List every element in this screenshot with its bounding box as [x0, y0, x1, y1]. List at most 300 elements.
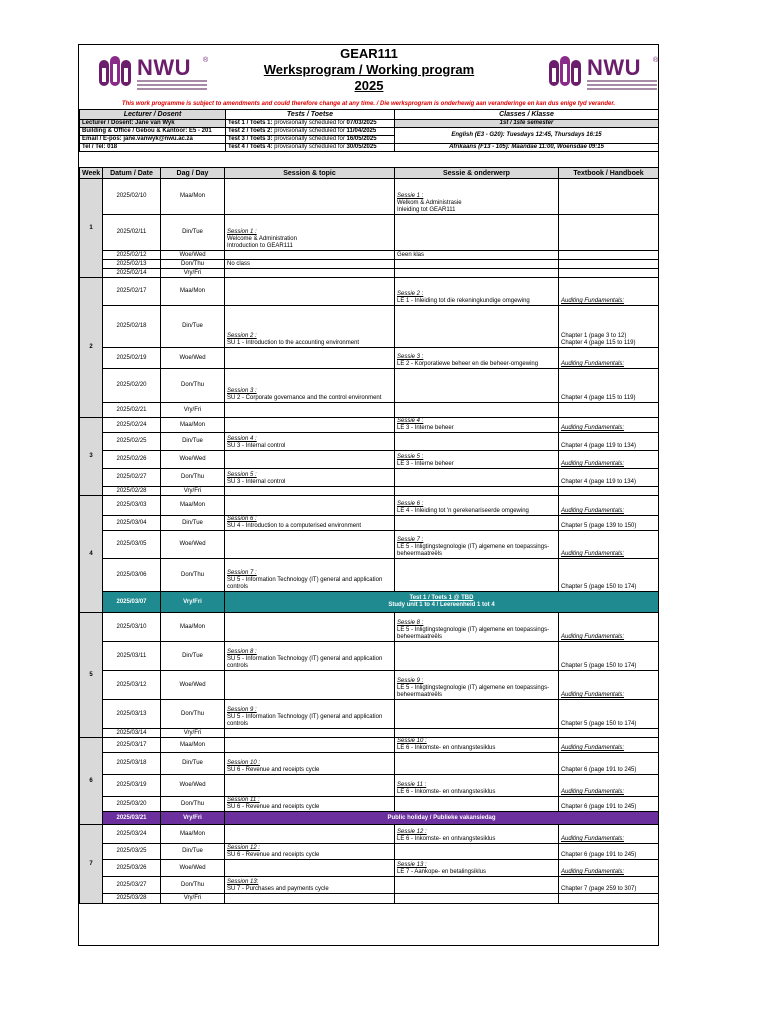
- textbook-cell: [559, 469, 659, 487]
- schedule-row: [80, 592, 659, 613]
- session-topic-cell: [225, 469, 395, 487]
- day-cell: Woe/Wed: [161, 671, 225, 700]
- day-cell: Vry/Fri: [161, 269, 225, 278]
- cell-line: Session 2 :: [227, 333, 257, 339]
- day-cell: Maa/Mon: [161, 179, 225, 215]
- cell-line: Session 12 :: [227, 845, 261, 851]
- schedule-row: [80, 844, 659, 860]
- session-topic-cell: [225, 403, 395, 418]
- session-topic-cell: [225, 613, 395, 642]
- day-cell: Din/Tue: [161, 516, 225, 531]
- session-topic-cell: [225, 559, 395, 592]
- schedule-row: [80, 738, 659, 753]
- date-cell: 2025/03/21: [103, 812, 161, 825]
- cell-line: Chapter 5 (page 139 to 150): [561, 523, 637, 529]
- schedule-row: [80, 306, 659, 348]
- nwu-emblem-icon: [547, 54, 583, 90]
- logo-registered-mark: ®: [653, 57, 659, 64]
- schedule-row: [80, 487, 659, 496]
- schedule-row: [80, 215, 659, 251]
- amendment-notice: This work programme is subject to amendments and could therefore change at any time. / Die werksprogram is onderhewig aan veranderinge en kan dus enige tyd verander.: [121, 101, 616, 107]
- schedule-row: [80, 260, 659, 269]
- cell-line: LE 5 - Inligtingstegnologie (IT) algemene en toepassings-beheermaatreëls: [397, 627, 550, 640]
- col-textbook: Textbook / Handboek: [559, 168, 659, 179]
- session-topic-cell: [225, 348, 395, 369]
- date-cell: 2025/02/14: [103, 269, 161, 278]
- date-cell: 2025/02/17: [103, 278, 161, 306]
- date-cell: 2025/03/10: [103, 613, 161, 642]
- week-number: 5: [80, 613, 103, 738]
- cell-line: Introduction to GEAR111: [227, 243, 293, 249]
- textbook-cell: [559, 348, 659, 369]
- cell-line: No class: [227, 261, 251, 267]
- cell-line: SU 4 - Introduction to a computerised environment: [227, 523, 362, 529]
- session-topic-cell: [225, 487, 395, 496]
- sessie-onderwerp-cell: [395, 860, 559, 877]
- schedule-row: [80, 877, 659, 894]
- sessie-onderwerp-cell: [395, 642, 559, 671]
- test-1: Test 1 / Toets 1: provisionally scheduled for 07/03/2025: [226, 120, 395, 128]
- sessie-onderwerp-cell: [395, 671, 559, 700]
- email: Email / E-pos: jane.vanwyk@nwu.ac.za: [80, 136, 226, 144]
- sessie-onderwerp-cell: [395, 516, 559, 531]
- cell-line: SU 3 - Internal control: [227, 479, 286, 485]
- textbook-cell: [559, 613, 659, 642]
- header: [79, 45, 658, 99]
- logo-subtitle-lines: [137, 80, 207, 92]
- cell-line: Sessie 13 :: [397, 862, 427, 868]
- cell-line: LE 6 - Inkomste- en ontvangstesiklus: [397, 745, 496, 751]
- cell-line: Sessie 6 :: [397, 501, 424, 507]
- day-cell: Maa/Mon: [161, 825, 225, 844]
- lecturer-header: Lecturer / Dosent: [80, 110, 226, 120]
- cell-line: Sessie 12 :: [397, 829, 427, 835]
- session-topic-cell: [225, 894, 395, 904]
- cell-line: Chapter 4 (page 115 to 119): [561, 395, 636, 401]
- sessie-onderwerp-cell: [395, 269, 559, 278]
- cell-line: LE 6 - Inkomste- en ontvangstesiklus: [397, 836, 496, 842]
- session-topic-cell: [225, 797, 395, 812]
- schedule-row: [80, 348, 659, 369]
- day-cell: Din/Tue: [161, 433, 225, 451]
- sessie-onderwerp-cell: [395, 700, 559, 729]
- col-day: Dag / Day: [161, 168, 225, 179]
- cell-line: SU 5 - Information Technology (IT) general and application controls: [227, 714, 383, 727]
- cell-line: Session 6 :: [227, 516, 257, 522]
- cell-line: LE 5 - Inligtingstegnologie (IT) algemene en toepassings-beheermaatreëls: [397, 685, 550, 698]
- logo-subtitle-lines: [587, 80, 657, 92]
- schedule-row: [80, 613, 659, 642]
- date-cell: 2025/03/03: [103, 496, 161, 516]
- date-cell: 2025/03/14: [103, 729, 161, 738]
- nwu-emblem-icon: [97, 54, 133, 90]
- day-cell: Maa/Mon: [161, 613, 225, 642]
- textbook-cell: [559, 516, 659, 531]
- session-topic-cell: [225, 860, 395, 877]
- schedule-row: [80, 729, 659, 738]
- session-topic-cell: [225, 260, 395, 269]
- date-cell: 2025/03/04: [103, 516, 161, 531]
- day-cell: Vry/Fri: [161, 729, 225, 738]
- cell-line: SU 6 - Revenue and receipts cycle: [227, 804, 320, 810]
- day-cell: Don/Thu: [161, 797, 225, 812]
- session-topic-cell: [225, 844, 395, 860]
- sessie-onderwerp-cell: [395, 825, 559, 844]
- date-cell: 2025/02/25: [103, 433, 161, 451]
- date-cell: 2025/03/11: [103, 642, 161, 671]
- day-cell: Din/Tue: [161, 844, 225, 860]
- schedule-row: [80, 671, 659, 700]
- sessie-onderwerp-cell: [395, 844, 559, 860]
- cell-line: LE 1 - Inleiding tot die rekeningkundige omgewing: [397, 298, 530, 304]
- nwu-logo-right: [547, 54, 665, 94]
- day-cell: Vry/Fri: [161, 894, 225, 904]
- cell-line: Chapter 6 (page 191 to 245): [561, 804, 637, 810]
- schedule-row: [80, 797, 659, 812]
- cell-line: Auditing Fundamentals:: [561, 298, 625, 304]
- schedule-row: [80, 469, 659, 487]
- date-cell: 2025/02/21: [103, 403, 161, 418]
- day-cell: Vry/Fri: [161, 812, 225, 825]
- column-headers: [80, 168, 659, 179]
- date-cell: 2025/03/17: [103, 738, 161, 753]
- cell-line: Session 13:: [227, 879, 259, 885]
- date-cell: 2025/03/20: [103, 797, 161, 812]
- sessie-onderwerp-cell: [395, 260, 559, 269]
- sessie-onderwerp-cell: [395, 433, 559, 451]
- textbook-cell: [559, 306, 659, 348]
- cell-line: LE 7 - Aankope- en betalingsiklus: [397, 869, 487, 875]
- day-cell: Vry/Fri: [161, 403, 225, 418]
- textbook-cell: [559, 559, 659, 592]
- cell-line: Auditing Fundamentals:: [561, 869, 625, 875]
- cell-line: LE 3 - Interne beheer: [397, 425, 454, 431]
- cell-line: Chapter 4 (page 115 to 119): [561, 340, 636, 346]
- schedule-row: [80, 753, 659, 775]
- test-3: Test 3 / Toets 3: provisionally scheduled for 16/05/2025: [226, 136, 395, 144]
- cell-line: Sessie 4 :: [397, 418, 424, 424]
- sessie-onderwerp-cell: [395, 738, 559, 753]
- cell-line: Sessie 5 :: [397, 454, 424, 460]
- schedule-row: [80, 269, 659, 278]
- date-cell: 2025/02/10: [103, 179, 161, 215]
- cell-line: Auditing Fundamentals:: [561, 551, 625, 557]
- cell-line: Session 4 :: [227, 436, 257, 442]
- textbook-cell: [559, 369, 659, 403]
- day-cell: Maa/Mon: [161, 496, 225, 516]
- nwu-logo-left: [97, 54, 215, 94]
- building-office: Building & Office / Gebou & Kantoor: E5 - 201: [80, 128, 226, 136]
- cell-line: Session 7 :: [227, 570, 257, 576]
- sessie-onderwerp-cell: [395, 403, 559, 418]
- cell-line: Sessie 1 :: [397, 193, 424, 199]
- date-cell: 2025/02/26: [103, 451, 161, 469]
- day-cell: Don/Thu: [161, 700, 225, 729]
- logo-registered-mark: ®: [203, 57, 209, 64]
- textbook-cell: [559, 496, 659, 516]
- session-topic-cell: [225, 306, 395, 348]
- schedule-row: [80, 559, 659, 592]
- textbook-cell: [559, 531, 659, 559]
- session-topic-cell: [225, 825, 395, 844]
- cell-line: Session 10 :: [227, 760, 261, 766]
- date-cell: 2025/03/25: [103, 844, 161, 860]
- cell-line: Session 11 :: [227, 797, 260, 803]
- schedule-row: [80, 894, 659, 904]
- textbook-cell: [559, 738, 659, 753]
- session-topic-cell: [225, 753, 395, 775]
- session-topic-cell: [225, 516, 395, 531]
- day-cell: Woe/Wed: [161, 860, 225, 877]
- day-cell: Din/Tue: [161, 753, 225, 775]
- cell-line: Sessie 3 :: [397, 354, 424, 360]
- cell-line: Sessie 10 :: [397, 738, 427, 744]
- cell-line: Chapter 6 (page 191 to 245): [561, 767, 637, 773]
- sessie-onderwerp-cell: [395, 469, 559, 487]
- sessie-onderwerp-cell: [395, 729, 559, 738]
- schedule-row: [80, 825, 659, 844]
- afrikaans-class: Afrikaans (F13 - 105): Maandae 11:00, Woensdae 09:15: [395, 144, 659, 152]
- schedule-row: [80, 418, 659, 433]
- info-table: [79, 109, 659, 152]
- day-cell: Don/Thu: [161, 877, 225, 894]
- textbook-cell: [559, 451, 659, 469]
- cell-line: SU 3 - Internal control: [227, 443, 286, 449]
- schedule-row: [80, 251, 659, 260]
- schedule-row: [80, 775, 659, 797]
- cell-line: LE 2 - Korporatiewe beheer en die beheer-omgewing: [397, 361, 539, 367]
- session-topic-cell: [225, 531, 395, 559]
- date-cell: 2025/02/12: [103, 251, 161, 260]
- textbook-cell: [559, 487, 659, 496]
- day-cell: Woe/Wed: [161, 531, 225, 559]
- week-number: 2: [80, 278, 103, 418]
- cell-line: Auditing Fundamentals:: [561, 361, 625, 367]
- sessie-onderwerp-cell: [395, 753, 559, 775]
- date-cell: 2025/03/24: [103, 825, 161, 844]
- week-number: 6: [80, 738, 103, 825]
- sessie-onderwerp-cell: [395, 613, 559, 642]
- cell-line: LE 3 - Interne beheer: [397, 461, 454, 467]
- cell-line: Chapter 5 (page 150 to 174): [561, 584, 637, 590]
- sessie-onderwerp-cell: [395, 251, 559, 260]
- schedule-row: [80, 278, 659, 306]
- schedule-row: [80, 179, 659, 215]
- cell-line: Session 1 :: [227, 229, 257, 235]
- textbook-cell: [559, 797, 659, 812]
- textbook-cell: [559, 825, 659, 844]
- week-number: 3: [80, 418, 103, 496]
- cell-line: Auditing Fundamentals:: [561, 425, 625, 431]
- session-topic-cell: [225, 700, 395, 729]
- semester: 1st / 1ste semester: [395, 120, 659, 128]
- cell-line: Chapter 5 (page 150 to 174): [561, 721, 637, 727]
- sessie-onderwerp-cell: [395, 894, 559, 904]
- holiday-banner: [225, 812, 659, 825]
- textbook-cell: [559, 753, 659, 775]
- cell-line: SU 6 - Revenue and receipts cycle: [227, 852, 320, 858]
- cell-line: Auditing Fundamentals:: [561, 745, 625, 751]
- week-number: 4: [80, 496, 103, 613]
- cell-line: Chapter 1 (page 3 to 12): [561, 333, 627, 339]
- course-code: GEAR111: [340, 46, 398, 61]
- textbook-cell: [559, 215, 659, 251]
- date-cell: 2025/03/12: [103, 671, 161, 700]
- cell-line: Welcome & Administration: [227, 236, 297, 242]
- session-topic-cell: [225, 877, 395, 894]
- textbook-cell: [559, 642, 659, 671]
- day-cell: Maa/Mon: [161, 738, 225, 753]
- cell-line: SU 2 - Corporate governance and the control environment: [227, 395, 382, 401]
- cell-line: Inleiding tot GEAR111: [397, 207, 456, 213]
- cell-line: LE 4 - Inleiding tot 'n gerekenariseerde omgewing: [397, 508, 529, 514]
- schedule-row: [80, 516, 659, 531]
- schedule-row: [80, 433, 659, 451]
- date-cell: 2025/03/18: [103, 753, 161, 775]
- schedule-row: [80, 860, 659, 877]
- day-cell: Don/Thu: [161, 469, 225, 487]
- textbook-cell: [559, 251, 659, 260]
- session-topic-cell: [225, 179, 395, 215]
- cell-line: Session 9 :: [227, 707, 257, 713]
- classes-header: Classes / Klasse: [395, 110, 659, 120]
- sessie-onderwerp-cell: [395, 306, 559, 348]
- cell-line: LE 5 - Inligtingstegnologie (IT) algemene en toepassings-beheermaatreëls: [397, 544, 550, 557]
- day-cell: Woe/Wed: [161, 348, 225, 369]
- day-cell: Woe/Wed: [161, 251, 225, 260]
- textbook-cell: [559, 729, 659, 738]
- day-cell: Woe/Wed: [161, 775, 225, 797]
- cell-line: Chapter 7 (page 259 to 307): [561, 886, 637, 892]
- col-date: Datum / Date: [103, 168, 161, 179]
- date-cell: 2025/02/18: [103, 306, 161, 348]
- cell-line: Session 3 :: [227, 388, 257, 394]
- cell-line: Auditing Fundamentals:: [561, 692, 625, 698]
- cell-line: Sessie 2 :: [397, 291, 424, 297]
- textbook-cell: [559, 418, 659, 433]
- sessie-onderwerp-cell: [395, 369, 559, 403]
- day-cell: Vry/Fri: [161, 487, 225, 496]
- day-cell: Maa/Mon: [161, 418, 225, 433]
- cell-line: Auditing Fundamentals:: [561, 634, 625, 640]
- cell-line: Sessie 7 :: [397, 537, 424, 543]
- cell-line: SU 7 - Purchases and payments cycle: [227, 886, 329, 892]
- date-cell: 2025/03/19: [103, 775, 161, 797]
- session-topic-cell: [225, 278, 395, 306]
- date-cell: 2025/02/24: [103, 418, 161, 433]
- cell-line: Chapter 4 (page 119 to 134): [561, 443, 636, 449]
- textbook-cell: [559, 433, 659, 451]
- date-cell: 2025/03/13: [103, 700, 161, 729]
- session-topic-cell: [225, 433, 395, 451]
- date-cell: 2025/03/06: [103, 559, 161, 592]
- col-sessie-onderwerp: Sessie & onderwerp: [395, 168, 559, 179]
- cell-line: Sessie 11 :: [397, 782, 427, 788]
- day-cell: Vry/Fri: [161, 592, 225, 613]
- date-cell: 2025/02/27: [103, 469, 161, 487]
- textbook-cell: [559, 860, 659, 877]
- schedule-row: [80, 451, 659, 469]
- sessie-onderwerp-cell: [395, 559, 559, 592]
- year: 2025: [354, 78, 384, 93]
- cell-line: Auditing Fundamentals:: [561, 789, 625, 795]
- day-cell: Din/Tue: [161, 215, 225, 251]
- title-block: [239, 46, 499, 94]
- sessie-onderwerp-cell: [395, 797, 559, 812]
- textbook-cell: [559, 278, 659, 306]
- textbook-cell: [559, 775, 659, 797]
- schedule-row: [80, 496, 659, 516]
- banner-line: Study unit 1 to 4 / Leereenheid 1 tot 4: [388, 602, 495, 608]
- day-cell: Din/Tue: [161, 306, 225, 348]
- date-cell: 2025/02/19: [103, 348, 161, 369]
- work-program-sheet: [78, 44, 659, 946]
- session-topic-cell: [225, 729, 395, 738]
- telephone: Tel / Tel: 018: [80, 144, 226, 152]
- date-cell: 2025/03/05: [103, 531, 161, 559]
- cell-line: Sessie 8 :: [397, 620, 424, 626]
- col-session-topic: Session & topic: [225, 168, 395, 179]
- session-topic-cell: [225, 451, 395, 469]
- textbook-cell: [559, 894, 659, 904]
- day-cell: Din/Tue: [161, 642, 225, 671]
- schedule-row: [80, 812, 659, 825]
- session-topic-cell: [225, 671, 395, 700]
- sessie-onderwerp-cell: [395, 496, 559, 516]
- session-topic-cell: [225, 775, 395, 797]
- banner-line: Public holiday / Publieke vakansiedag: [387, 814, 496, 821]
- session-topic-cell: [225, 738, 395, 753]
- schedule-row: [80, 700, 659, 729]
- cell-line: Sessie 9 :: [397, 678, 424, 684]
- date-cell: 2025/02/13: [103, 260, 161, 269]
- week-number: 7: [80, 825, 103, 904]
- test-2: Test 2 / Toets 2: provisionally scheduled for 11/04/2025: [226, 128, 395, 136]
- date-cell: 2025/03/28: [103, 894, 161, 904]
- sessie-onderwerp-cell: [395, 487, 559, 496]
- day-cell: Don/Thu: [161, 369, 225, 403]
- day-cell: Don/Thu: [161, 260, 225, 269]
- schedule-row: [80, 369, 659, 403]
- date-cell: 2025/02/20: [103, 369, 161, 403]
- session-topic-cell: [225, 251, 395, 260]
- day-cell: Maa/Mon: [161, 278, 225, 306]
- sessie-onderwerp-cell: [395, 278, 559, 306]
- sessie-onderwerp-cell: [395, 451, 559, 469]
- sessie-onderwerp-cell: [395, 418, 559, 433]
- schedule-row: [80, 403, 659, 418]
- logo-text: NWU: [587, 55, 642, 80]
- cell-line: LE 6 - Inkomste- en ontvangstesiklus: [397, 789, 496, 795]
- cell-line: Welkom & Administrasie: [397, 200, 462, 206]
- cell-line: Chapter 4 (page 119 to 134): [561, 479, 636, 485]
- textbook-cell: [559, 671, 659, 700]
- tests-header: Tests / Toetse: [226, 110, 395, 120]
- session-topic-cell: [225, 369, 395, 403]
- sessie-onderwerp-cell: [395, 531, 559, 559]
- col-week: Week: [80, 168, 103, 179]
- cell-line: Geen klas: [397, 252, 425, 258]
- schedule-table: [79, 167, 659, 904]
- sessie-onderwerp-cell: [395, 179, 559, 215]
- sessie-onderwerp-cell: [395, 348, 559, 369]
- textbook-cell: [559, 179, 659, 215]
- page-title: Werksprogram / Working program: [263, 62, 475, 77]
- textbook-cell: [559, 844, 659, 860]
- session-topic-cell: [225, 496, 395, 516]
- test-banner: [225, 592, 659, 613]
- cell-line: SU 5 - Information Technology (IT) general and application controls: [227, 656, 383, 669]
